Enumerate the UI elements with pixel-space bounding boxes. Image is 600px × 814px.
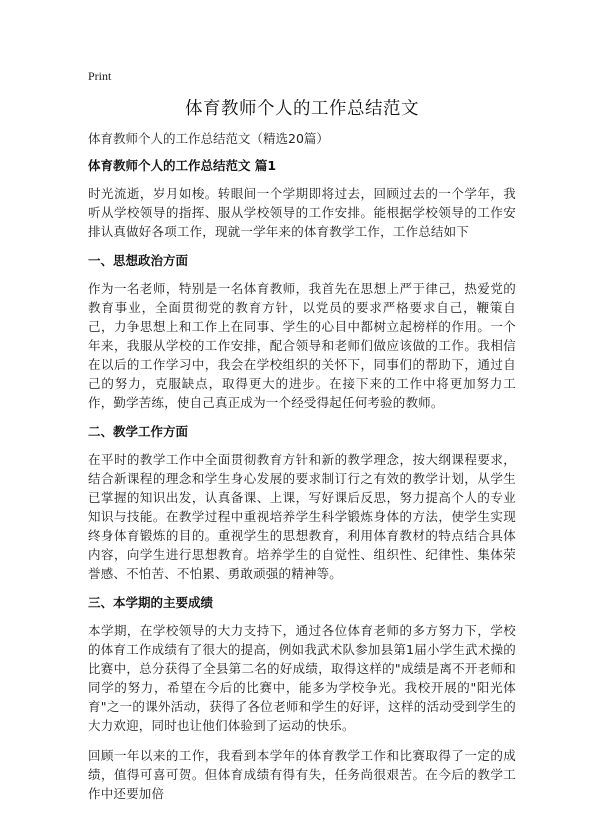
paragraph-achievements: 本学期，在学校领导的大力支持下，通过各位体育老师的多方努力下，学校的体育工作成绩有了很大的提高，例如我武术队参加县第1届小学生武术操的比赛中，总分获得了全县第二名的好成绩，取得这样的"成绩是离不开老师和同学的努力，希望在今后的比赛中，能多为学校争光。我校开展的"阳光体育"之一的课外活动，获得了各位老师和学生的好评，这样的活动受到学生的大力欢迎，同时也让他们体验到了运动的快乐。: [88, 623, 516, 733]
article-heading: 体育教师个人的工作总结范文 篇1: [88, 158, 277, 173]
document-subtitle: 体育教师个人的工作总结范文（精选20篇）: [88, 131, 329, 146]
section-heading-political: 一、思想政治方面: [88, 253, 189, 268]
document-title: 体育教师个人的工作总结范文: [185, 99, 419, 119]
paragraph-intro: 时光流逝，岁月如梭。转眼间一个学期即将过去，回顾过去的一个学年，我听从学校领导的指挥、服从学校领导的工作安排。能根据学校领导的工作安排认真做好各项工作，现就一学年来的体育教学工作，工作总结如下: [88, 186, 516, 239]
paragraph-political: 作为一名老师，特别是一名体育教师，我首先在思想上严于律己，热爱党的教育事业，全面贯彻党的教育方针，以党员的要求严格要求自己，鞭策自己，力争思想上和工作上在同事、学生的心目中都树立起榜样的作用。一个年来，我服从学校的工作安排，配合领导和老师们做应该做的工作。我相信在以后的工作学习中，我会在学校组织的关怀下，同事们的帮助下，通过自己的努力，克服缺点，取得更大的进步。在接下来的工作中将更加努力工作，勤学苦练，使自己真正成为一个经受得起任何考验的教师。: [88, 281, 516, 410]
section-heading-teaching: 二、教学工作方面: [88, 424, 189, 439]
print-label: Print: [88, 69, 112, 83]
paragraph-review: 回顾一年以来的工作，我看到本学年的体育教学工作和比赛取得了一定的成绩，值得可喜可贺。但体育成绩有得有失，任务尚很艰苦。在今后的教学工作中还要加倍: [88, 748, 516, 801]
paragraph-teaching: 在平时的教学工作中全面贯彻教育方针和新的教学理念，按大纲课程要求，结合新课程的理念和学生身心发展的要求制订行之有效的教学计划，从学生已掌握的知识出发，认真备课、上课，写好课后反思，努力提高个人的专业知识与技能。在教学过程中重视培养学生科学锻炼身体的方法，使学生实现终身体育锻炼的目的。重视学生的思想教育，利用体育教材的特点结合具体内容，向学生进行思想教育。培养学生的自觉性、组织性、纪律性、集体荣誉感、不怕苦、不怕累、勇敢顽强的精神等。: [88, 452, 516, 581]
document-page: [88, 68, 516, 814]
section-heading-achievements: 三、本学期的主要成绩: [88, 595, 214, 610]
